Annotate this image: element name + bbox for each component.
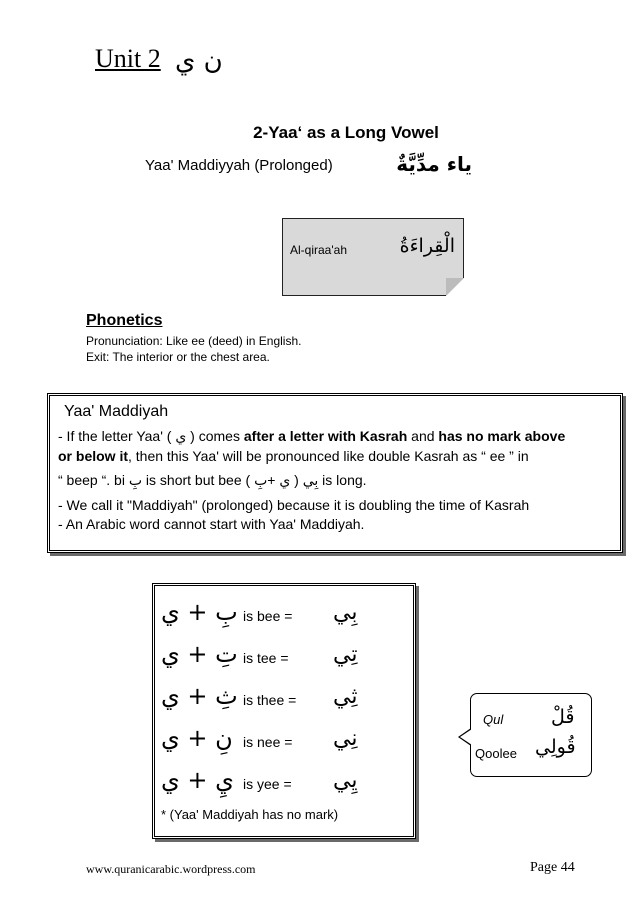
reading-note-english: Al-qiraa'ah [290, 243, 347, 257]
example-text: is thee = [243, 692, 297, 708]
footer-url[interactable]: www.quranicarabic.wordpress.com [86, 862, 256, 876]
lesson-title: 2-Yaa‘ as a Long Vowel [253, 123, 439, 142]
phonetics-heading: Phonetics [86, 312, 163, 329]
examples-note: * (Yaa' Maddiyah has no mark) [161, 807, 339, 822]
exit-line: Exit: The interior or the chest area. [86, 350, 270, 364]
example-result: تِي [333, 642, 358, 667]
rule-line-5: - An Arabic word cannot start with Yaa' Maddiyah. [58, 516, 365, 532]
example-text: is yee = [243, 776, 292, 792]
rule-emphasis: after a letter with Kasrah [243, 428, 408, 444]
rule-line-2 [58, 448, 529, 464]
example-row [161, 682, 401, 722]
callout-pointer-inner [460, 729, 472, 745]
rule-text: and [407, 428, 439, 444]
example-text: is nee = [243, 734, 293, 750]
example-formula: نِ + ي [161, 724, 233, 752]
reading-note-arabic: الْقِراءَةُ [399, 235, 455, 257]
example-row [161, 598, 401, 638]
pronunciation-line: Pronunciation: Like ee (deed) in English. [86, 334, 302, 348]
rule-line-3: “ beep “. bi بِ is short but bee بِي ( ي +بِ ) is long. [58, 472, 367, 488]
example-result: يِي [333, 768, 358, 793]
vocab-callout [470, 693, 592, 777]
callout-word-2-english: Qoolee [475, 746, 517, 761]
example-formula: يِ + ي [161, 766, 234, 794]
example-row [161, 640, 401, 680]
rule-title: Yaa' Maddiyah [64, 403, 169, 420]
rule-line-1 [58, 428, 565, 445]
example-row [161, 766, 401, 806]
example-result: ثِي [333, 684, 358, 709]
rule-box [47, 393, 623, 553]
rule-emphasis: or below it [58, 448, 128, 464]
lesson-subtitle: Yaa' Maddiyyah (Prolonged) [145, 157, 333, 174]
callout-word-1-english: Qul [483, 712, 504, 727]
footer-page-number: Page 44 [530, 860, 575, 875]
example-formula: بِ + ي [161, 598, 238, 626]
unit-letters: ن ي [175, 46, 223, 76]
example-row [161, 724, 401, 764]
rule-line-4: - We call it "Maddiyah" (prolonged) because it is doubling the time of Kasrah [58, 497, 530, 513]
example-text: is tee = [243, 650, 289, 666]
example-result: نِي [333, 726, 358, 751]
rule-text: , then this Yaa' will be pronounced like double Kasrah as “ ee ” in [128, 448, 529, 464]
callout-word-1-arabic: قُلْ [551, 706, 575, 728]
page-curl-fold [446, 278, 464, 296]
reading-note [282, 218, 464, 296]
example-formula: تِ + ي [161, 640, 238, 668]
examples-box [152, 583, 416, 839]
rule-emphasis: has no mark above [438, 428, 566, 444]
example-text: is bee = [243, 608, 293, 624]
example-formula: ثِ + ي [161, 682, 238, 710]
example-result: بِي [333, 600, 358, 625]
unit-title: Unit 2 [95, 44, 161, 73]
lesson-arabic-title: ياء مدِّيَّةٌ [396, 152, 472, 176]
callout-word-2-arabic: قُولِي [535, 736, 576, 758]
rule-text: - If the letter Yaa' ( ي ) comes [58, 428, 244, 444]
